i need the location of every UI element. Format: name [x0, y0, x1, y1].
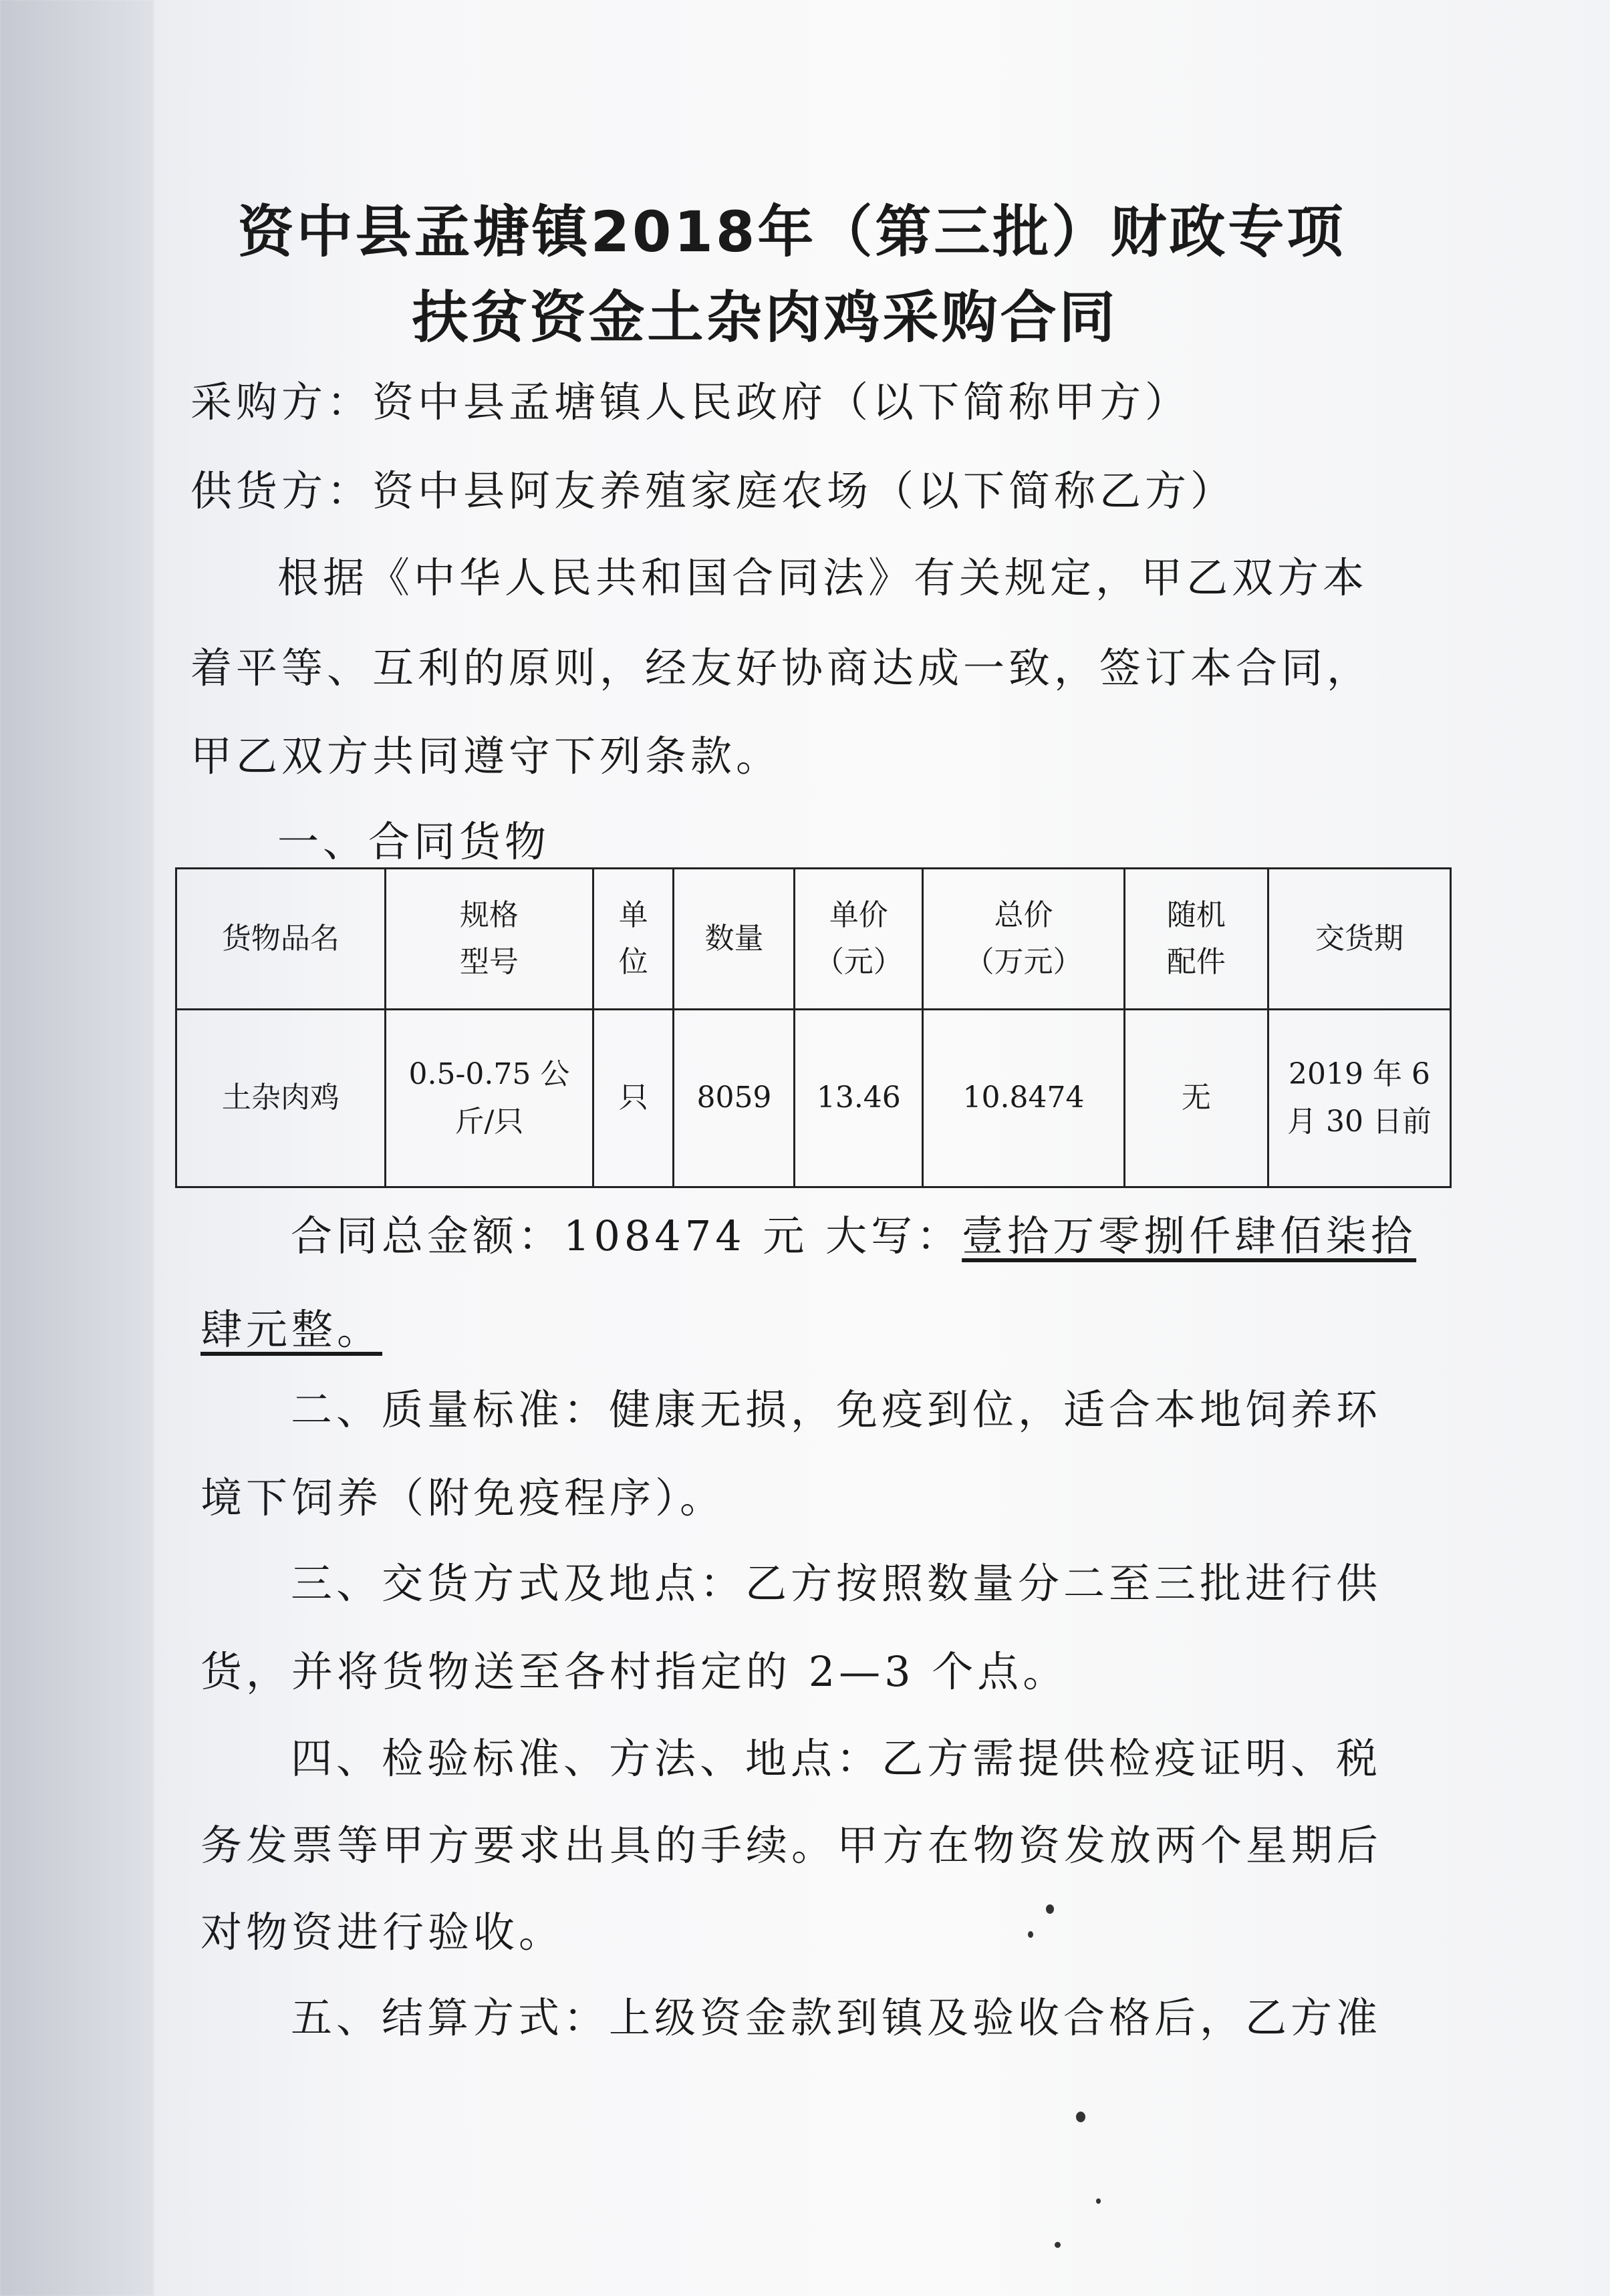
ink-speck — [1076, 2112, 1085, 2122]
cell-total: 10.8474 — [923, 1010, 1125, 1187]
header-spec — [385, 869, 593, 1010]
cell-qty: 8059 — [674, 1010, 795, 1187]
total-amount-line — [291, 1203, 1416, 1262]
intro-line3: 甲乙双方共同遵守下列条款。 — [190, 732, 782, 780]
cell-spec-a: 0.5-0.75 公 — [408, 1057, 570, 1092]
goods-table — [175, 867, 1452, 1188]
header-qty: 数量 — [674, 869, 795, 1010]
ink-speck — [1046, 1904, 1054, 1914]
header-unit — [593, 869, 674, 1010]
supplier-line: 供货方：资中县阿友养殖家庭农场（以下简称乙方） — [190, 466, 1236, 515]
header-price-b: （元） — [814, 945, 903, 979]
quality-line2: 境下饲养（附免疫程序）。 — [200, 1473, 726, 1522]
header-price-a: 单价 — [829, 897, 888, 932]
cell-accessory: 无 — [1124, 1010, 1268, 1187]
document-title-line2: 扶贫资金土杂肉鸡采购合同 — [412, 285, 1118, 350]
inspection-line1: 四、检验标准、方法、地点：乙方需提供检疫证明、税 — [291, 1734, 1382, 1783]
header-unit-a: 单 — [618, 897, 648, 932]
total-amount-upper2: 肆元整。 — [200, 1305, 383, 1354]
total-amount-prefix: 合同总金额：108474 元 大写： — [291, 1211, 962, 1260]
header-spec-a: 规格 — [459, 897, 519, 932]
document-title-line1: 资中县孟塘镇2018年（第三批）财政专项 — [237, 199, 1346, 265]
cell-date-a: 2019 年 6 — [1288, 1057, 1430, 1092]
buyer-line: 采购方：资中县孟塘镇人民政府（以下简称甲方） — [190, 378, 1191, 426]
cell-unit: 只 — [593, 1010, 674, 1187]
intro-line2: 着平等、互利的原则，经友好协商达成一致，签订本合同， — [190, 643, 1373, 692]
ink-speck — [1055, 2242, 1061, 2248]
header-name: 货物品名 — [176, 869, 386, 1010]
table-header-row — [176, 869, 1451, 1010]
header-total — [923, 869, 1125, 1010]
cell-spec-b: 斤/只 — [454, 1104, 524, 1139]
total-amount-line2 — [200, 1296, 382, 1356]
cell-spec — [385, 1010, 593, 1187]
cell-delivery-date — [1268, 1010, 1450, 1187]
inspection-line3: 对物资进行验收。 — [200, 1908, 565, 1957]
header-delivery-date: 交货期 — [1268, 869, 1450, 1010]
delivery-line1: 三、交货方式及地点：乙方按照数量分二至三批进行供 — [291, 1559, 1382, 1608]
ink-speck — [1028, 1931, 1033, 1938]
header-total-b: （万元） — [964, 945, 1083, 979]
ink-speck — [1096, 2198, 1101, 2204]
intro-line1: 根据《中华人民共和国合同法》有关规定，甲乙双方本 — [277, 553, 1369, 602]
total-amount-upper1: 壹拾万零捌仟肆佰柒拾 — [962, 1211, 1417, 1260]
inspection-line2: 务发票等甲方要求出具的手续。甲方在物资发放两个星期后 — [200, 1821, 1383, 1870]
cell-price: 13.46 — [795, 1010, 923, 1187]
header-unit-b: 位 — [618, 945, 648, 979]
header-spec-b: 型号 — [459, 945, 519, 979]
cell-date-b: 月 30 日前 — [1287, 1104, 1432, 1139]
table-row — [176, 1010, 1451, 1187]
header-accessory — [1124, 869, 1268, 1010]
header-acc-a: 随机 — [1166, 897, 1226, 932]
section1-heading: 一、合同货物 — [277, 817, 551, 866]
settlement-line1: 五、结算方式：上级资金款到镇及验收合格后，乙方准 — [291, 1993, 1382, 2042]
header-total-a: 总价 — [994, 897, 1053, 932]
delivery-line2: 货，并将货物送至各村指定的 2—3 个点。 — [200, 1647, 1069, 1696]
header-price — [795, 869, 923, 1010]
quality-line1: 二、质量标准：健康无损，免疫到位，适合本地饲养环 — [291, 1385, 1382, 1434]
header-acc-b: 配件 — [1166, 945, 1226, 979]
cell-name: 土杂肉鸡 — [176, 1010, 386, 1187]
